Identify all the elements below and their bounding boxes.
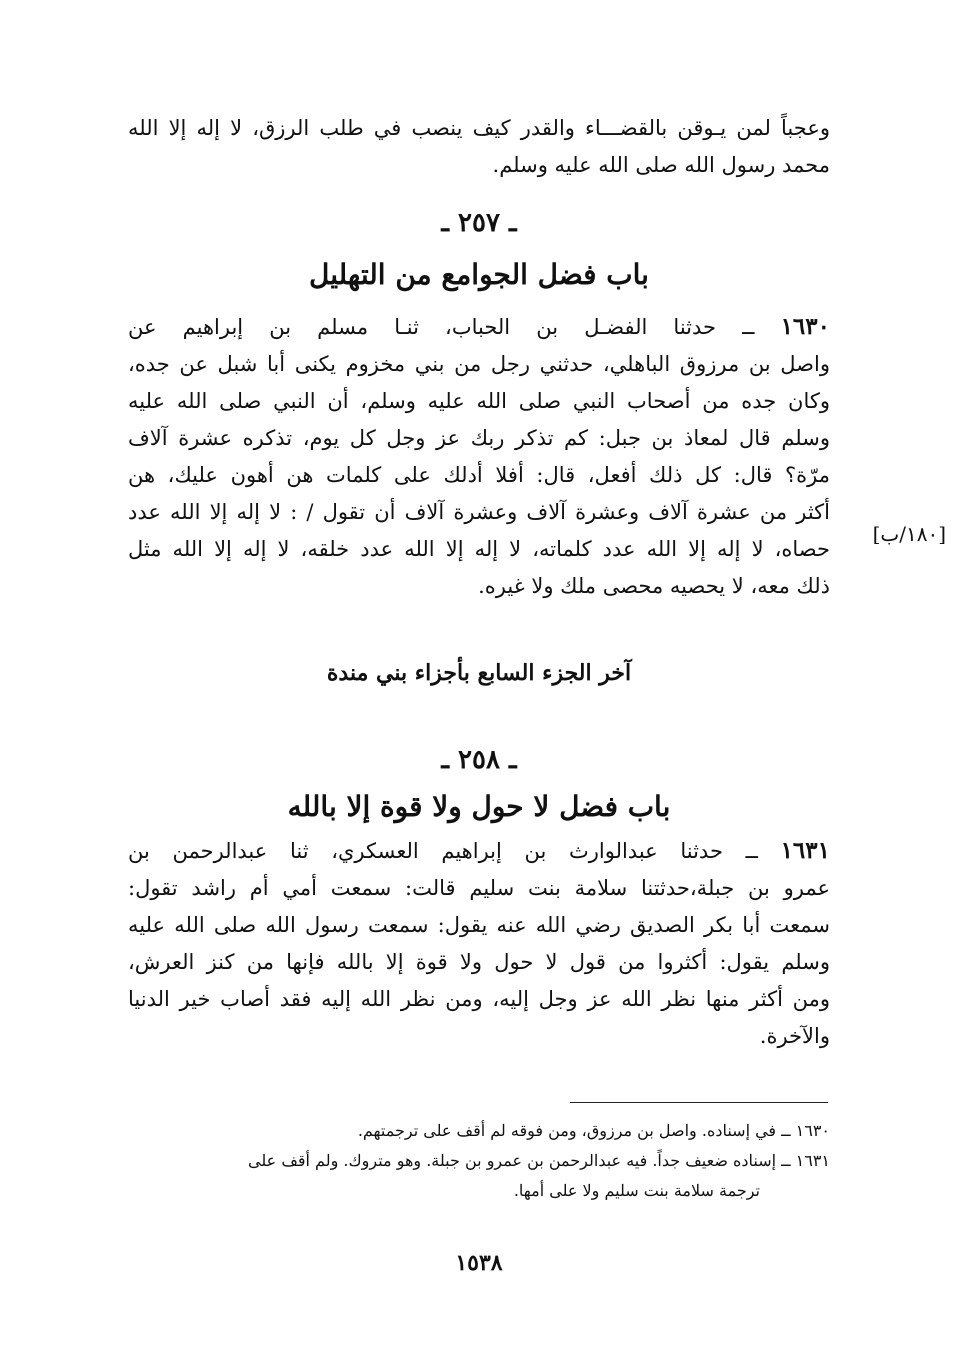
hadith-1630 (128, 308, 830, 605)
chapter-title: باب فضل لا حول ولا قوة إلا بالله (287, 790, 671, 823)
manuscript-folio-marker: [١٨٠/ب] (872, 522, 946, 546)
text-line: مرّة؟ قال: كل ذلك أفعل، قال: أفلا أدلك على كلمات هن أهون عليك، هن (128, 463, 830, 487)
chapter-title: باب فضل الجوامع من التهليل (309, 258, 649, 291)
footnote-continuation: ترجمة سلامة بنت سليم ولا على أمها. (513, 1181, 760, 1200)
text-line: والآخرة. (759, 1024, 830, 1048)
footnotes (128, 1116, 830, 1206)
text-line: محمد رسول الله صلى الله عليه وسلم. (492, 153, 830, 177)
intro-paragraph (128, 110, 830, 184)
text-line: وسلم قال لمعاذ بن جبل: كم تذكر ربك عز وجل كل يوم، تذكره عشرة آلاف (128, 426, 830, 450)
footnote-divider (570, 1102, 828, 1103)
text-line: وسلم يقول: أكثروا من قول لا حول ولا قوة إلا بالله فإنها من كنز العرش، (128, 950, 830, 974)
text-line-body: ــ حدثنا الفضـل بن الحباب، ثنـا مسلم بن إبراهيم عن (128, 315, 755, 339)
hadith-number: ١٦٣٠ (780, 313, 830, 340)
text-line (128, 832, 830, 870)
hadith-number: ١٦٣١ (780, 837, 830, 864)
text-line: وعجباً لمن يـوقن بالقضـــاء والقدر كيف ينصب في طلب الرزق، لا إله إلا الله (128, 116, 830, 140)
footnote: ١٦٣١ ــ إسناده ضعيف جداً. فيه عبدالرحمن بن عمرو بن جبلة. وهو متروك. ولم أقف على (248, 1151, 830, 1170)
footnote: ١٦٣٠ ــ في إسناده. واصل بن مرزوق، ومن فوقه لم أقف على ترجمتهم. (357, 1121, 830, 1140)
section-number: ـ ٢٥٨ ـ (441, 745, 517, 775)
text-line: عمرو بن جبلة،حدثتنا سلامة بنت سليم قالت: سمعت أمي أم راشد تقول: (128, 876, 830, 900)
hadith-1631 (128, 832, 830, 1055)
text-line: أكثر من عشرة آلاف وعشرة آلاف وعشرة آلاف أن تقول / : لا إله إلا الله عدد (128, 500, 830, 524)
page-number: ١٥٣٨ (455, 1250, 503, 1276)
text-line (128, 308, 830, 346)
text-line: سمعت أبا بكر الصديق رضي الله عنه يقول: سمعت رسول الله صلى الله عليه (128, 913, 830, 937)
text-line: واصل بن مرزوق الباهلي، حدثني رجل من بني مخزوم يكنى أبا شبل عن جده، (128, 352, 830, 376)
text-line: ومن أكثر منها نظر الله عز وجل إليه، ومن نظر الله إليه فقد أصاب خير الدنيا (128, 987, 830, 1011)
text-line: ذلك معه، لا يحصيه محصى ملك ولا غيره. (478, 574, 830, 598)
colophon: آخر الجزء السابع بأجزاء بني مندة (326, 660, 632, 686)
text-line-body: ــ حدثنا عبدالوارث بن إبراهيم العسكري، ثنا عبدالرحمن بن (128, 839, 758, 863)
text-line: وكان جده من أصحاب النبي صلى الله عليه وسلم، أن النبي صلى الله عليه (128, 389, 830, 413)
section-number: ـ ٢٥٧ ـ (441, 208, 517, 238)
text-line: حصاه، لا إله إلا الله عدد كلماته، لا إله إلا الله عدد خلقه، لا إله إلا الله مثل (128, 537, 830, 561)
